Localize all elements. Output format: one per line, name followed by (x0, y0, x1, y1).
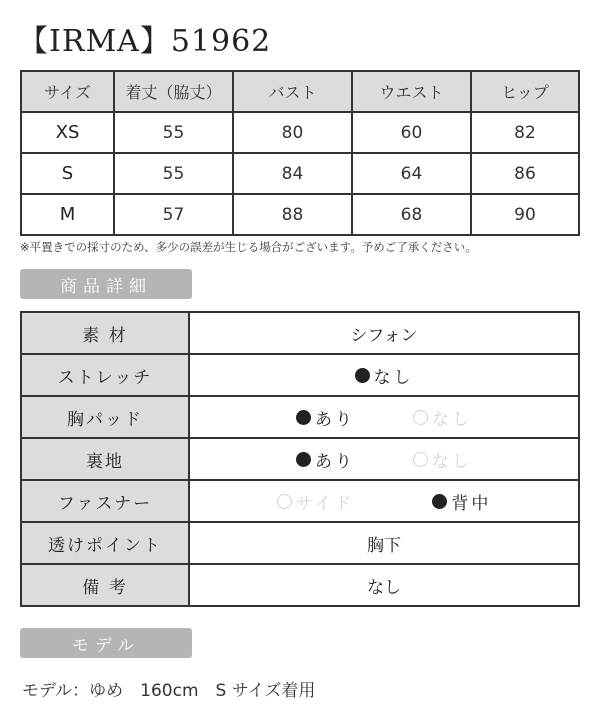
sheer-point-value: 胸下 (189, 522, 579, 564)
bust-pad-option-unselected (413, 405, 472, 430)
header-length: 着丈（脇丈） (114, 71, 233, 112)
sheer-point-label: 透けポイント (21, 522, 189, 564)
size-name: XS (21, 112, 114, 153)
empty-circle-icon (413, 452, 428, 467)
lining-cell (189, 438, 579, 480)
length-value: 55 (114, 112, 233, 153)
filled-circle-icon (355, 368, 370, 383)
lining-option-2: なし (432, 451, 472, 472)
filled-circle-icon (432, 494, 447, 509)
bust-value: 88 (233, 194, 352, 235)
table-row (21, 522, 579, 564)
table-row (21, 438, 579, 480)
bust-value: 80 (233, 112, 352, 153)
header-hip: ヒップ (471, 71, 579, 112)
size-name: S (21, 153, 114, 194)
table-row (21, 396, 579, 438)
lining-option-selected (296, 447, 355, 472)
table-row (21, 153, 579, 194)
zipper-option-selected (432, 489, 491, 514)
stretch-value: なし (373, 367, 414, 388)
zipper-option-1: サイド (295, 493, 355, 514)
header-waist: ウエスト (352, 71, 471, 112)
bust-pad-option-2: なし (432, 409, 472, 430)
hip-value: 86 (471, 153, 579, 194)
remarks-label: 備 考 (21, 564, 189, 606)
length-value: 55 (114, 153, 233, 194)
waist-value: 68 (352, 194, 471, 235)
zipper-option-unselected (277, 489, 355, 514)
waist-value: 60 (352, 112, 471, 153)
remarks-value: なし (189, 564, 579, 606)
bust-pad-label: 胸パッド (21, 396, 189, 438)
size-table (20, 70, 580, 236)
table-row (21, 480, 579, 522)
measurement-note: ※平置きでの採寸のため、多少の誤差が生じる場合がございます。予めご了承ください。 (20, 240, 477, 254)
zipper-label: ファスナー (21, 480, 189, 522)
details-table (20, 311, 580, 607)
lining-option-1: あり (315, 451, 355, 472)
lining-label: 裏地 (21, 438, 189, 480)
details-section-label: 商品詳細 (20, 269, 192, 299)
stretch-label: ストレッチ (21, 354, 189, 396)
zipper-option-2: 背中 (451, 493, 492, 514)
model-info: モデル：ゆめ 160cm S サイズ着用 (22, 681, 316, 701)
bust-value: 84 (233, 153, 352, 194)
empty-circle-icon (413, 410, 428, 425)
table-row (21, 112, 579, 153)
bust-pad-cell (189, 396, 579, 438)
header-bust: バスト (233, 71, 352, 112)
material-label: 素 材 (21, 312, 189, 354)
hip-value: 90 (471, 194, 579, 235)
bust-pad-option-selected (296, 405, 355, 430)
table-row (21, 564, 579, 606)
header-size: サイズ (21, 71, 114, 112)
length-value: 57 (114, 194, 233, 235)
table-row (21, 194, 579, 235)
waist-value: 64 (352, 153, 471, 194)
bust-pad-option-1: あり (315, 409, 355, 430)
table-row (21, 354, 579, 396)
stretch-cell (189, 354, 579, 396)
material-value: シフォン (189, 312, 579, 354)
stretch-option-selected (355, 363, 414, 388)
filled-circle-icon (296, 452, 311, 467)
lining-option-unselected (413, 447, 472, 472)
hip-value: 82 (471, 112, 579, 153)
size-table-header (21, 71, 579, 112)
filled-circle-icon (296, 410, 311, 425)
empty-circle-icon (277, 494, 292, 509)
table-row (21, 312, 579, 354)
size-name: M (21, 194, 114, 235)
model-section-label: モデル (20, 628, 192, 658)
product-title: 【IRMA】51962 (18, 24, 272, 59)
zipper-cell (189, 480, 579, 522)
